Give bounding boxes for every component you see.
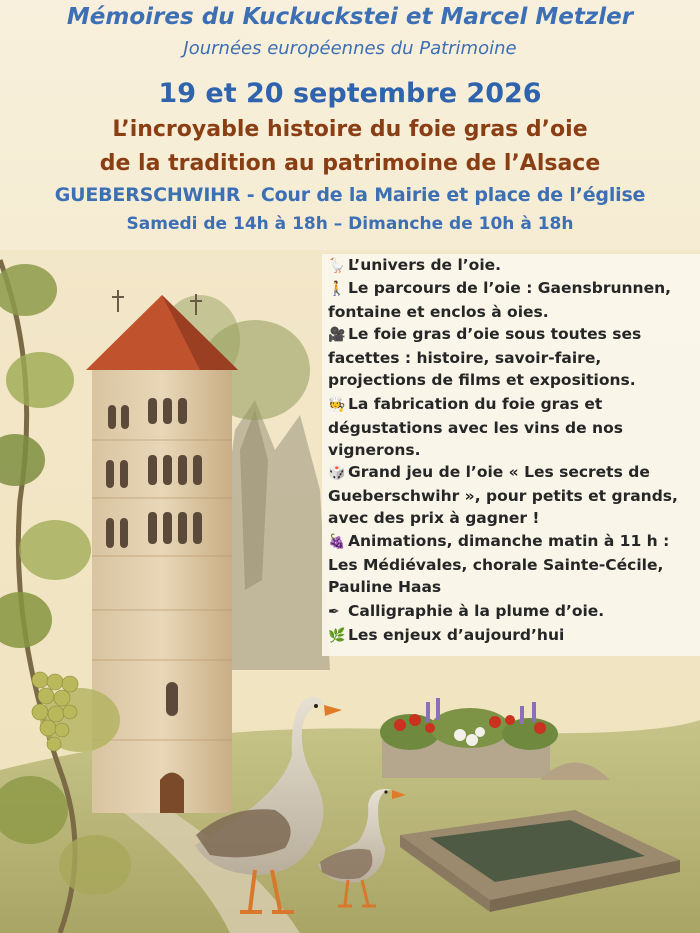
list-item [328, 530, 694, 599]
list-item [328, 254, 694, 278]
list-item-text: Les enjeux d’aujourd’hui [348, 626, 565, 644]
list-item-text: Animations, dimanche matin à 11 h : Les Médiévales, chorale Sainte-Cécile, Pauline Haas [328, 532, 670, 596]
poster-title: Mémoires du Kuckuckstei et Marcel Metzler [66, 4, 634, 30]
fountain-pen-icon: ✒ [328, 604, 340, 620]
chef-icon: 🧑‍🍳 [328, 397, 346, 413]
film-projector-icon: 🎥 [328, 327, 346, 343]
poster-header [0, 0, 700, 250]
list-item [328, 600, 694, 624]
list-item-text: Le foie gras d’oie sous toutes ses facettes : histoire, savoir-faire, projections de films et expositions. [328, 325, 642, 389]
headline-line-2: de la tradition au patrimoine de l’Alsace [99, 151, 601, 176]
list-item-text: La fabrication du foie gras et dégustations avec les vins de nos vignerons. [328, 395, 623, 459]
event-location: GUEBERSCHWIHR - Cour de la Mairie et place de l’église [54, 184, 646, 206]
list-item-text: Calligraphie à la plume d’oie. [348, 602, 605, 620]
list-item [328, 323, 694, 392]
goose-icon: 🪿 [328, 258, 346, 274]
list-item-text: Le parcours de l’oie : Gaensbrunnen, fontaine et enclos à oies. [328, 279, 672, 321]
list-item [328, 624, 694, 648]
list-item [328, 277, 694, 323]
headline-line-1: L’incroyable histoire du foie gras d’oie [112, 117, 588, 142]
dice-icon: 🎲 [328, 465, 346, 481]
grapes-icon: 🍇 [328, 534, 346, 550]
walking-person-icon: 🚶 [328, 281, 346, 297]
poster-subtitle: Journées européennes du Patrimoine [183, 38, 517, 59]
list-item-text: L’univers de l’oie. [348, 256, 502, 274]
list-item [328, 461, 694, 530]
list-item [328, 393, 694, 462]
opening-hours: Samedi de 14h à 18h – Dimanche de 10h à 18h [126, 214, 574, 234]
programme-box [322, 254, 700, 656]
list-item-text: Grand jeu de l’oie « Les secrets de Gueberschwihr », pour petits et grands, avec des prix à gagner ! [328, 463, 678, 527]
leaf-icon: 🌿 [328, 628, 346, 644]
event-dates: 19 et 20 septembre 2026 [158, 78, 542, 109]
